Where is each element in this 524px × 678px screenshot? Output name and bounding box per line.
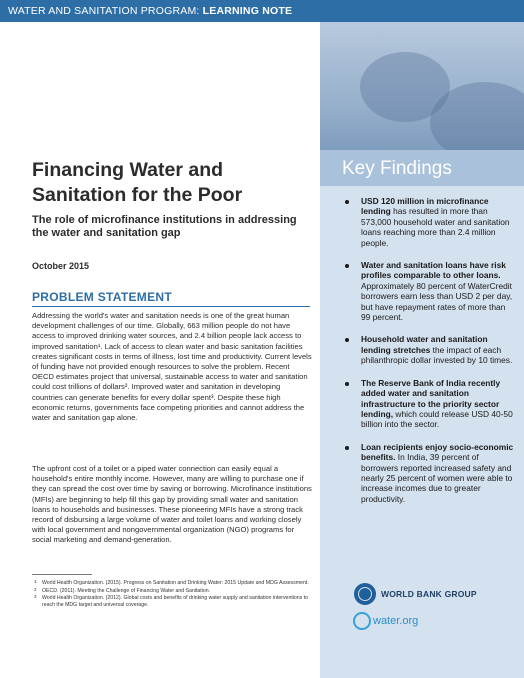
world-bank-logo: [354, 583, 477, 605]
header-bar: [0, 0, 524, 22]
footnotes: [32, 580, 310, 609]
footnote: 1 World Health Organization. (2015). Progress on Sanitation and Drinking Water: 2015 Update and MDG Assessment.: [34, 579, 309, 586]
footnote: 2 OECD. (2011). Meeting the Challenge of Financing Water and Sanitation.: [34, 586, 211, 594]
body-paragraph: The upfront cost of a toilet or a piped water connection can easily equal a household's entire monthly income. However, many are willing to purchase one if they can spread the cost over time by saving or borrowing. Microfinance institutions (MFIs) are beginning to help fill this gap by providing small water and sanitation loans to households and businesses. These pioneering MFIs have a strong track record of disbursing a large volume of water and toilet loans and working closely with local government and nongovernmental organization (NGO) programs for social marketing and demand-generation.: [32, 464, 312, 545]
document-subtitle: The role of microfinance institutions in addressing the water and sanitation gap: [32, 214, 297, 239]
program-name: WATER AND SANITATION PROGRAM:: [8, 5, 200, 17]
section-heading: PROBLEM STATEMENT: [32, 290, 172, 304]
finding-item: Loan recipients enjoy socio-economic benefits. In India, 39 percent of borrowers reported increased safety and nearly 25 percent of women were able to increase incomes due to greater productivity.: [335, 442, 515, 504]
key-findings-title: Key Findings: [342, 158, 452, 179]
finding-item: The Reserve Bank of India recently added water and sanitation infrastructure to the priority sector lending, which could release USD 40-50 billion into the sector.: [335, 378, 515, 430]
series-name: LEARNING NOTE: [202, 5, 293, 17]
body-paragraph: Addressing the world's water and sanitation needs is one of the great human development challenges of our time. Globally, 663 million people do not have access to improved drinking water sources, and 2.4 billion people lack access to improved sanitation¹. Lack of access to clean water and basic sanitation facilities creates significant costs in terms of illness, lost time and productivity. Current levels of funding have not provided enough resources to solve the problem. Recent OECD estimates project that universal, sustainable access to water and sanitation could cost trillions of dollars². Improved water and sanitation in developing countries can generate benefits for every dollar spent³. Despite these high economic returns, governments face competing priorities and cannot address the water and sanitation gap alone.: [32, 311, 312, 423]
finding-item: USD 120 million in microfinance lending has resulted in more than 573,000 household water and sanitation loans reaching more than 2.4 million people.: [335, 196, 515, 248]
footnote-divider: [32, 574, 92, 575]
water-org-logo: [353, 612, 418, 630]
finding-item: Household water and sanitation lending stretches the impact of each philanthropic dollar invested by 10 times.: [335, 334, 515, 365]
footnote: 3 World Health Organization. (2012). Global costs and benefits of drinking water supply and sanitation interventions to reach the MDG target and universal coverage.: [34, 594, 309, 608]
document-title: Financing Water and Sanitation for the Poor: [32, 159, 243, 206]
world-bank-label: WORLD BANK GROUP: [381, 589, 477, 599]
key-findings-list: [335, 196, 515, 516]
globe-icon: [354, 583, 376, 605]
section-divider: [32, 306, 310, 307]
publication-date: October 2015: [32, 261, 90, 271]
water-org-label: water.org: [373, 615, 419, 627]
cover-photo: [320, 22, 524, 150]
finding-item: Water and sanitation loans have risk profiles comparable to other loans. Approximately 80 percent of WaterCredit borrowers earn less than USD 2 per day, but have repayment rates of more than 99 percent.: [335, 260, 515, 322]
water-drop-icon: [353, 612, 371, 630]
